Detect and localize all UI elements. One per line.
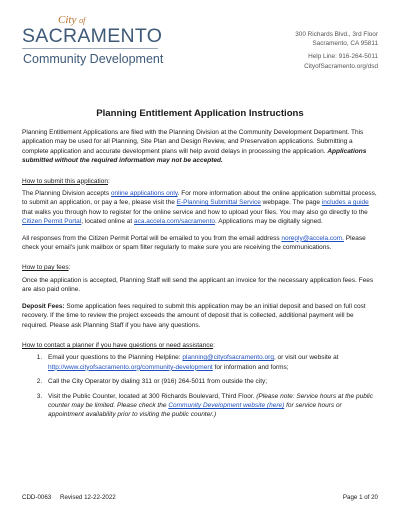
page-title: Planning Entitlement Application Instructions bbox=[96, 108, 304, 119]
document-body bbox=[22, 128, 378, 425]
logo-sacramento: SACRAMENTO bbox=[22, 25, 163, 47]
list-item: 2. Call the City Operator by dialing 311 or (916) 264-5011 from outside the city; bbox=[44, 377, 378, 386]
help-line: Help Line: 916-264-5011 bbox=[308, 53, 378, 61]
community-development-website-link[interactable]: Community Development website (here) bbox=[168, 401, 285, 409]
e-planning-link[interactable]: E-Planning Submittal Service bbox=[176, 199, 261, 207]
community-development-url-link[interactable]: http://www.cityofsacramento.org/community-development bbox=[48, 363, 213, 371]
noreply-email-link[interactable]: noreply@accela.com. bbox=[281, 234, 344, 242]
intro-paragraph: Planning Entitlement Applications are filed with the Planning Division at the Community Development Department. This application may be used for all Planning, Site Plan and Design Review, and Preservation applications. Submitting a complete application and accurate development plans will help avoid delays in processing the application. Applications submitted without the required information may not be accepted. bbox=[22, 129, 367, 165]
citizen-permit-portal-link[interactable]: Citizen Permit Portal bbox=[22, 218, 82, 226]
accela-link[interactable]: aca.accela.com/sacramento bbox=[134, 218, 215, 226]
submit-paragraph-2: All responses from the Citizen Permit Portal will be emailed to you from the email address noreply@accela.com. Please check your email's junk mailbox or spam filter regularly to make sure you are receiving the communications. bbox=[22, 234, 366, 252]
intro-emphasis: Applications submitted without the required information may not be accepted. bbox=[22, 147, 367, 165]
section-heading-submit: How to submit this application: bbox=[22, 177, 110, 185]
fees-paragraph: Once the application is accepted, Planning Staff will send the applicant an invoice for the necessary application fees. Fees are also paid online. bbox=[22, 276, 374, 294]
form-id: CDD-0063 bbox=[22, 494, 52, 501]
deposit-paragraph: Deposit Fees: Some application fees required to submit this application may be an initial deposit and based on full cost recovery. If the time to review the project exceeds the amount of deposit that is collected, additional payment will be required. Please ask Planning Staff if you have any questions. bbox=[22, 302, 366, 329]
address-line-2: Sacramento, CA 95811 bbox=[312, 40, 378, 48]
contact-list bbox=[22, 353, 378, 419]
guide-link[interactable]: includes a guide bbox=[321, 199, 369, 207]
page-number: Page 1 of 20 bbox=[342, 494, 378, 501]
list-item: 3. Visit the Public Counter, located at 300 Richards Boulevard, Third Floor. (Please note: Service hours at the public counter may be limited. Please check the Community Development website (here) for service hours or appointment availability prior to visiting the public counter.) bbox=[44, 392, 378, 420]
website-text: CityofSacramento.org/dsd bbox=[304, 62, 378, 70]
address-line-1: 300 Richards Blvd., 3rd Floor bbox=[295, 31, 378, 38]
logo-city-of: City of bbox=[58, 14, 86, 26]
section-heading-fees: How to pay fees: bbox=[22, 264, 71, 272]
planning-email-link[interactable]: planning@cityofsacramento.org bbox=[182, 354, 274, 362]
logo-divider bbox=[22, 48, 158, 49]
revised-date: Revised 12-22-2022 bbox=[60, 494, 116, 501]
list-item: 1. Email your questions to the Planning Helpline: planning@cityofsacramento.org, or visit our website at http://www.cityofsacramento.org/community-development for information and forms; bbox=[44, 353, 378, 372]
city-logo bbox=[22, 14, 172, 80]
contact-address-block bbox=[295, 30, 378, 71]
section-heading-contact: How to contact a planner if you have questions or need assistance: bbox=[22, 341, 215, 349]
logo-department: Community Development bbox=[23, 52, 164, 66]
online-applications-link[interactable]: online applications only bbox=[110, 190, 178, 198]
submit-paragraph-1: The Planning Division accepts online applications only. For more information about the online application submittal process, to submit an application, or pay a fee, please visit the E-Planning Submittal Service webpage. The page includes a guide that walks you through how to register for the online service and how to upload your files. You may also go directly to the Citizen Permit Portal, located online at aca.accela.com/sacramento. Applications may be digitally signed. bbox=[22, 190, 377, 226]
